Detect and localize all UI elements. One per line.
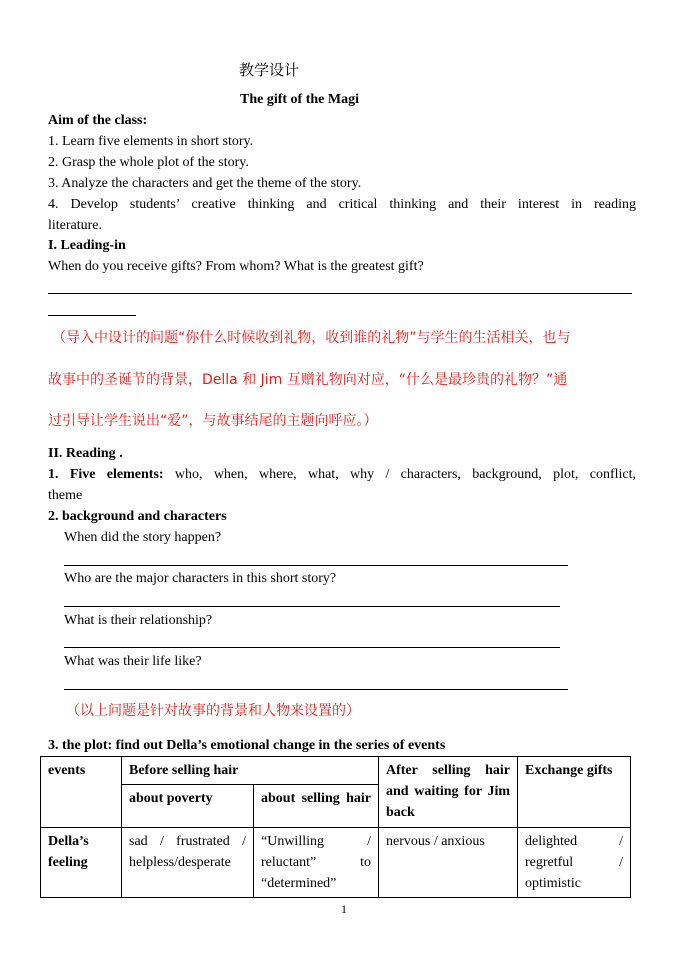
answer-line <box>64 565 568 566</box>
sub-poverty: about poverty <box>122 785 254 828</box>
five-elements-label: 1. Five elements: <box>48 467 164 482</box>
document-title: The gift of the Magi <box>240 92 359 107</box>
plot-table <box>40 756 631 898</box>
answer-line <box>64 606 560 607</box>
row-label: Della’s feeling <box>41 828 122 898</box>
aim-item: 4. Develop students’ creative thinking and critical thinking and their interest in reading <box>48 197 636 212</box>
leading-in-note: （导入中设计的问题“你什么时候收到礼物，收到谁的礼物”与学生的生活相关，也与 <box>52 330 571 346</box>
question: What is their relationship? <box>64 613 213 628</box>
table-row <box>41 757 631 785</box>
col-events: events <box>41 757 122 828</box>
answer-line <box>48 293 632 294</box>
aims-heading: Aim of the class: <box>48 113 148 128</box>
cell-poverty: sad / frustrated / helpless/desperate <box>122 828 254 898</box>
five-elements-text: who, when, where, what, why / characters, background, plot, conflict, <box>163 467 636 482</box>
aim-item: 2. Grasp the whole plot of the story. <box>48 155 249 170</box>
answer-line <box>64 647 560 648</box>
sub-selling: about selling hair <box>254 785 379 828</box>
answer-line <box>64 689 568 690</box>
aim-item: literature. <box>48 218 103 233</box>
five-elements <box>48 466 636 484</box>
cell-selling: “Unwilling / reluctant” to “determined” <box>254 828 379 898</box>
leading-in-heading: I. Leading-in <box>48 238 126 253</box>
document-type: 教学设计 <box>239 61 300 79</box>
five-elements-cont: theme <box>48 488 83 503</box>
cell-exchange: delighted / regretful / optimistic <box>518 828 631 898</box>
question: When did the story happen? <box>64 530 222 545</box>
leading-in-question: When do you receive gifts? From whom? What is the greatest gift? <box>48 259 424 274</box>
page-number: 1 <box>341 902 347 916</box>
col-after: After selling hair and waiting for Jim back <box>379 757 518 828</box>
col-before: Before selling hair <box>122 757 379 785</box>
col-exchange: Exchange gifts <box>518 757 631 828</box>
background-heading: 2. background and characters <box>48 509 227 524</box>
cell-after: nervous / anxious <box>379 828 518 898</box>
leading-in-note: 过引导让学生说出“爱”，与故事结尾的主题向呼应。） <box>48 413 378 429</box>
reading-heading: II. Reading . <box>48 446 123 461</box>
plot-heading: 3. the plot: find out Della’s emotional change in the series of events <box>48 738 446 753</box>
aim-item: 3. Analyze the characters and get the theme of the story. <box>48 176 362 191</box>
answer-line <box>48 315 136 316</box>
table-row <box>41 828 631 898</box>
question: What was their life like? <box>64 654 202 669</box>
question: Who are the major characters in this short story? <box>64 571 337 586</box>
aim-item: 1. Learn five elements in short story. <box>48 134 254 149</box>
background-note: （以上问题是针对故事的背景和人物来设置的） <box>66 703 360 719</box>
leading-in-note: 故事中的圣诞节的背景，Della 和 Jim 互赠礼物向对应，“什么是最珍贵的礼物？”通 <box>48 372 568 388</box>
